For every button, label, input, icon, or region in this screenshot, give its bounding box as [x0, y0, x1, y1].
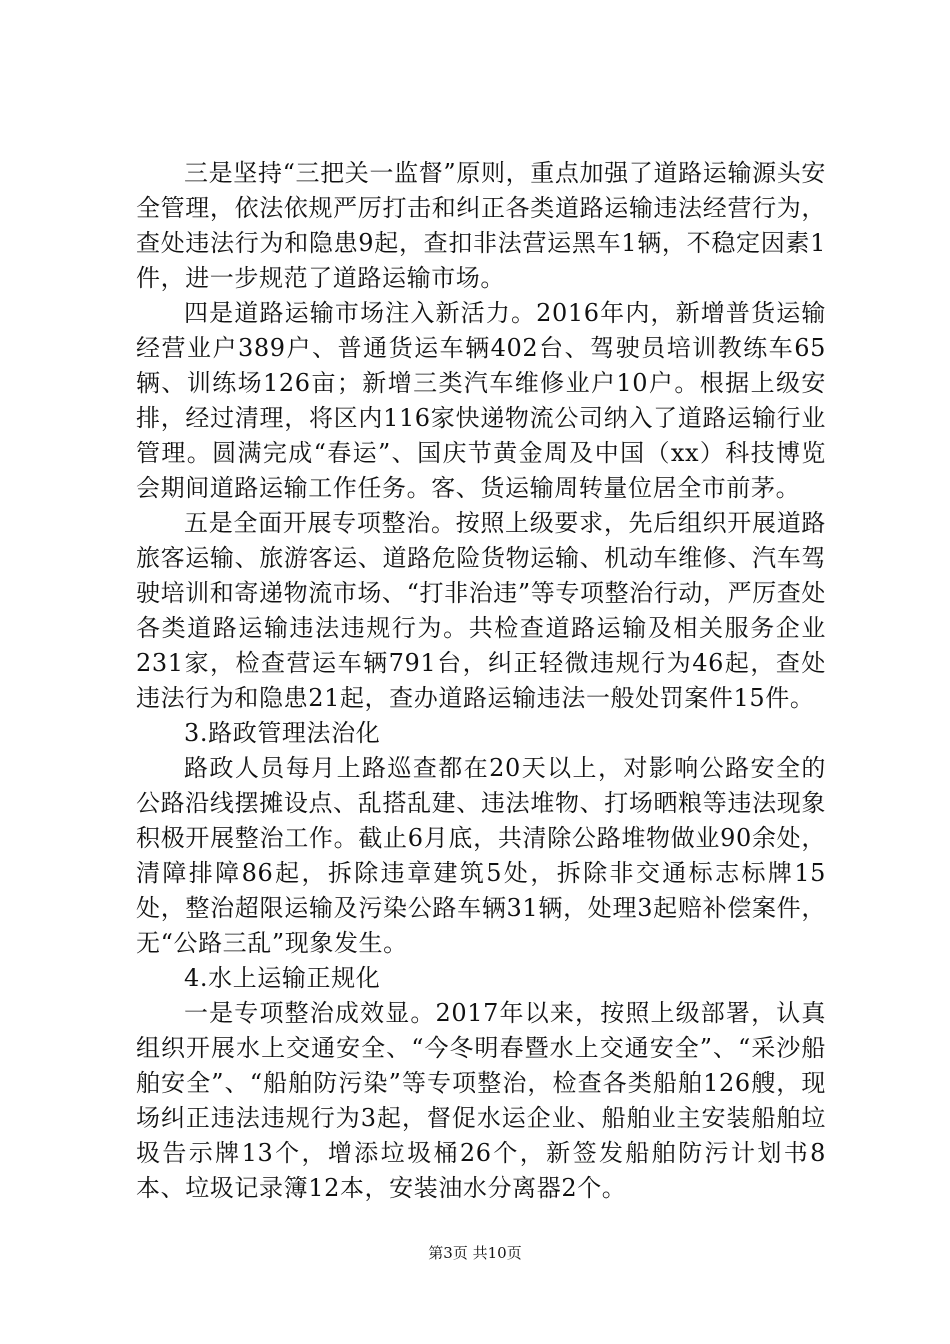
paragraph-water-transport: 一是专项整治成效显。2017年以来，按照上级部署，认真组织开展水上交通安全、“今冬明春暨水上交通安全”、“采沙船舶安全”、“船舶防污染”等专项整治，检查各类船舶126艘，现场纠正违法违规行为3起，督促水运企业、船舶业主安装船舶垃圾告示牌13个，增添垃圾桶26个，新签发船舶防污计划书8本、垃圾记录簿12本，安装油水分离器2个。	[136, 999, 826, 1202]
paragraph-fifth-point: 五是全面开展专项整治。按照上级要求，先后组织开展道路旅客运输、旅游客运、道路危险货物运输、机动车维修、汽车驾驶培训和寄递物流市场、“打非治违”等专项整治行动，严厉查处各类道路运输违法违规行为。共检查道路运输及相关服务企业231家，检查营运车辆791台，纠正轻微违规行为46起，查处违法行为和隐患21起，查办道路运输违法一般处罚案件15件。	[136, 509, 826, 712]
document-body	[136, 156, 826, 1206]
section-heading-road-administration: 3.路政管理法治化	[184, 719, 381, 747]
paragraph-fourth-point: 四是道路运输市场注入新活力。2016年内，新增普货运输经营业户389户、普通货运车辆402台、驾驶员培训教练车65辆、训练场126亩；新增三类汽车维修业户10户。根据上级安排，经过清理，将区内116家快递物流公司纳入了道路运输行业管理。圆满完成“春运”、国庆节黄金周及中国（xx）科技博览会期间道路运输工作任务。客、货运输周转量位居全市前茅。	[136, 299, 826, 502]
section-heading-water-transport: 4.水上运输正规化	[184, 964, 381, 992]
paragraph-road-administration: 路政人员每月上路巡查都在20天以上，对影响公路安全的公路沿线摆摊设点、乱搭乱建、违法堆物、打场晒粮等违法现象积极开展整治工作。截止6月底，共清除公路堆物做业90余处，清障排障86起，拆除违章建筑5处，拆除非交通标志标牌15处，整治超限运输及污染公路车辆31辆，处理3起赔补偿案件，无“公路三乱”现象发生。	[136, 754, 826, 957]
page-number-footer: 第3页 共10页	[428, 1244, 522, 1262]
paragraph-third-point: 三是坚持“三把关一监督”原则，重点加强了道路运输源头安全管理，依法依规严厉打击和纠正各类道路运输违法经营行为，查处违法行为和隐患9起，查扣非法营运黑车1辆，不稳定因素1件，进一步规范了道路运输市场。	[136, 159, 826, 292]
